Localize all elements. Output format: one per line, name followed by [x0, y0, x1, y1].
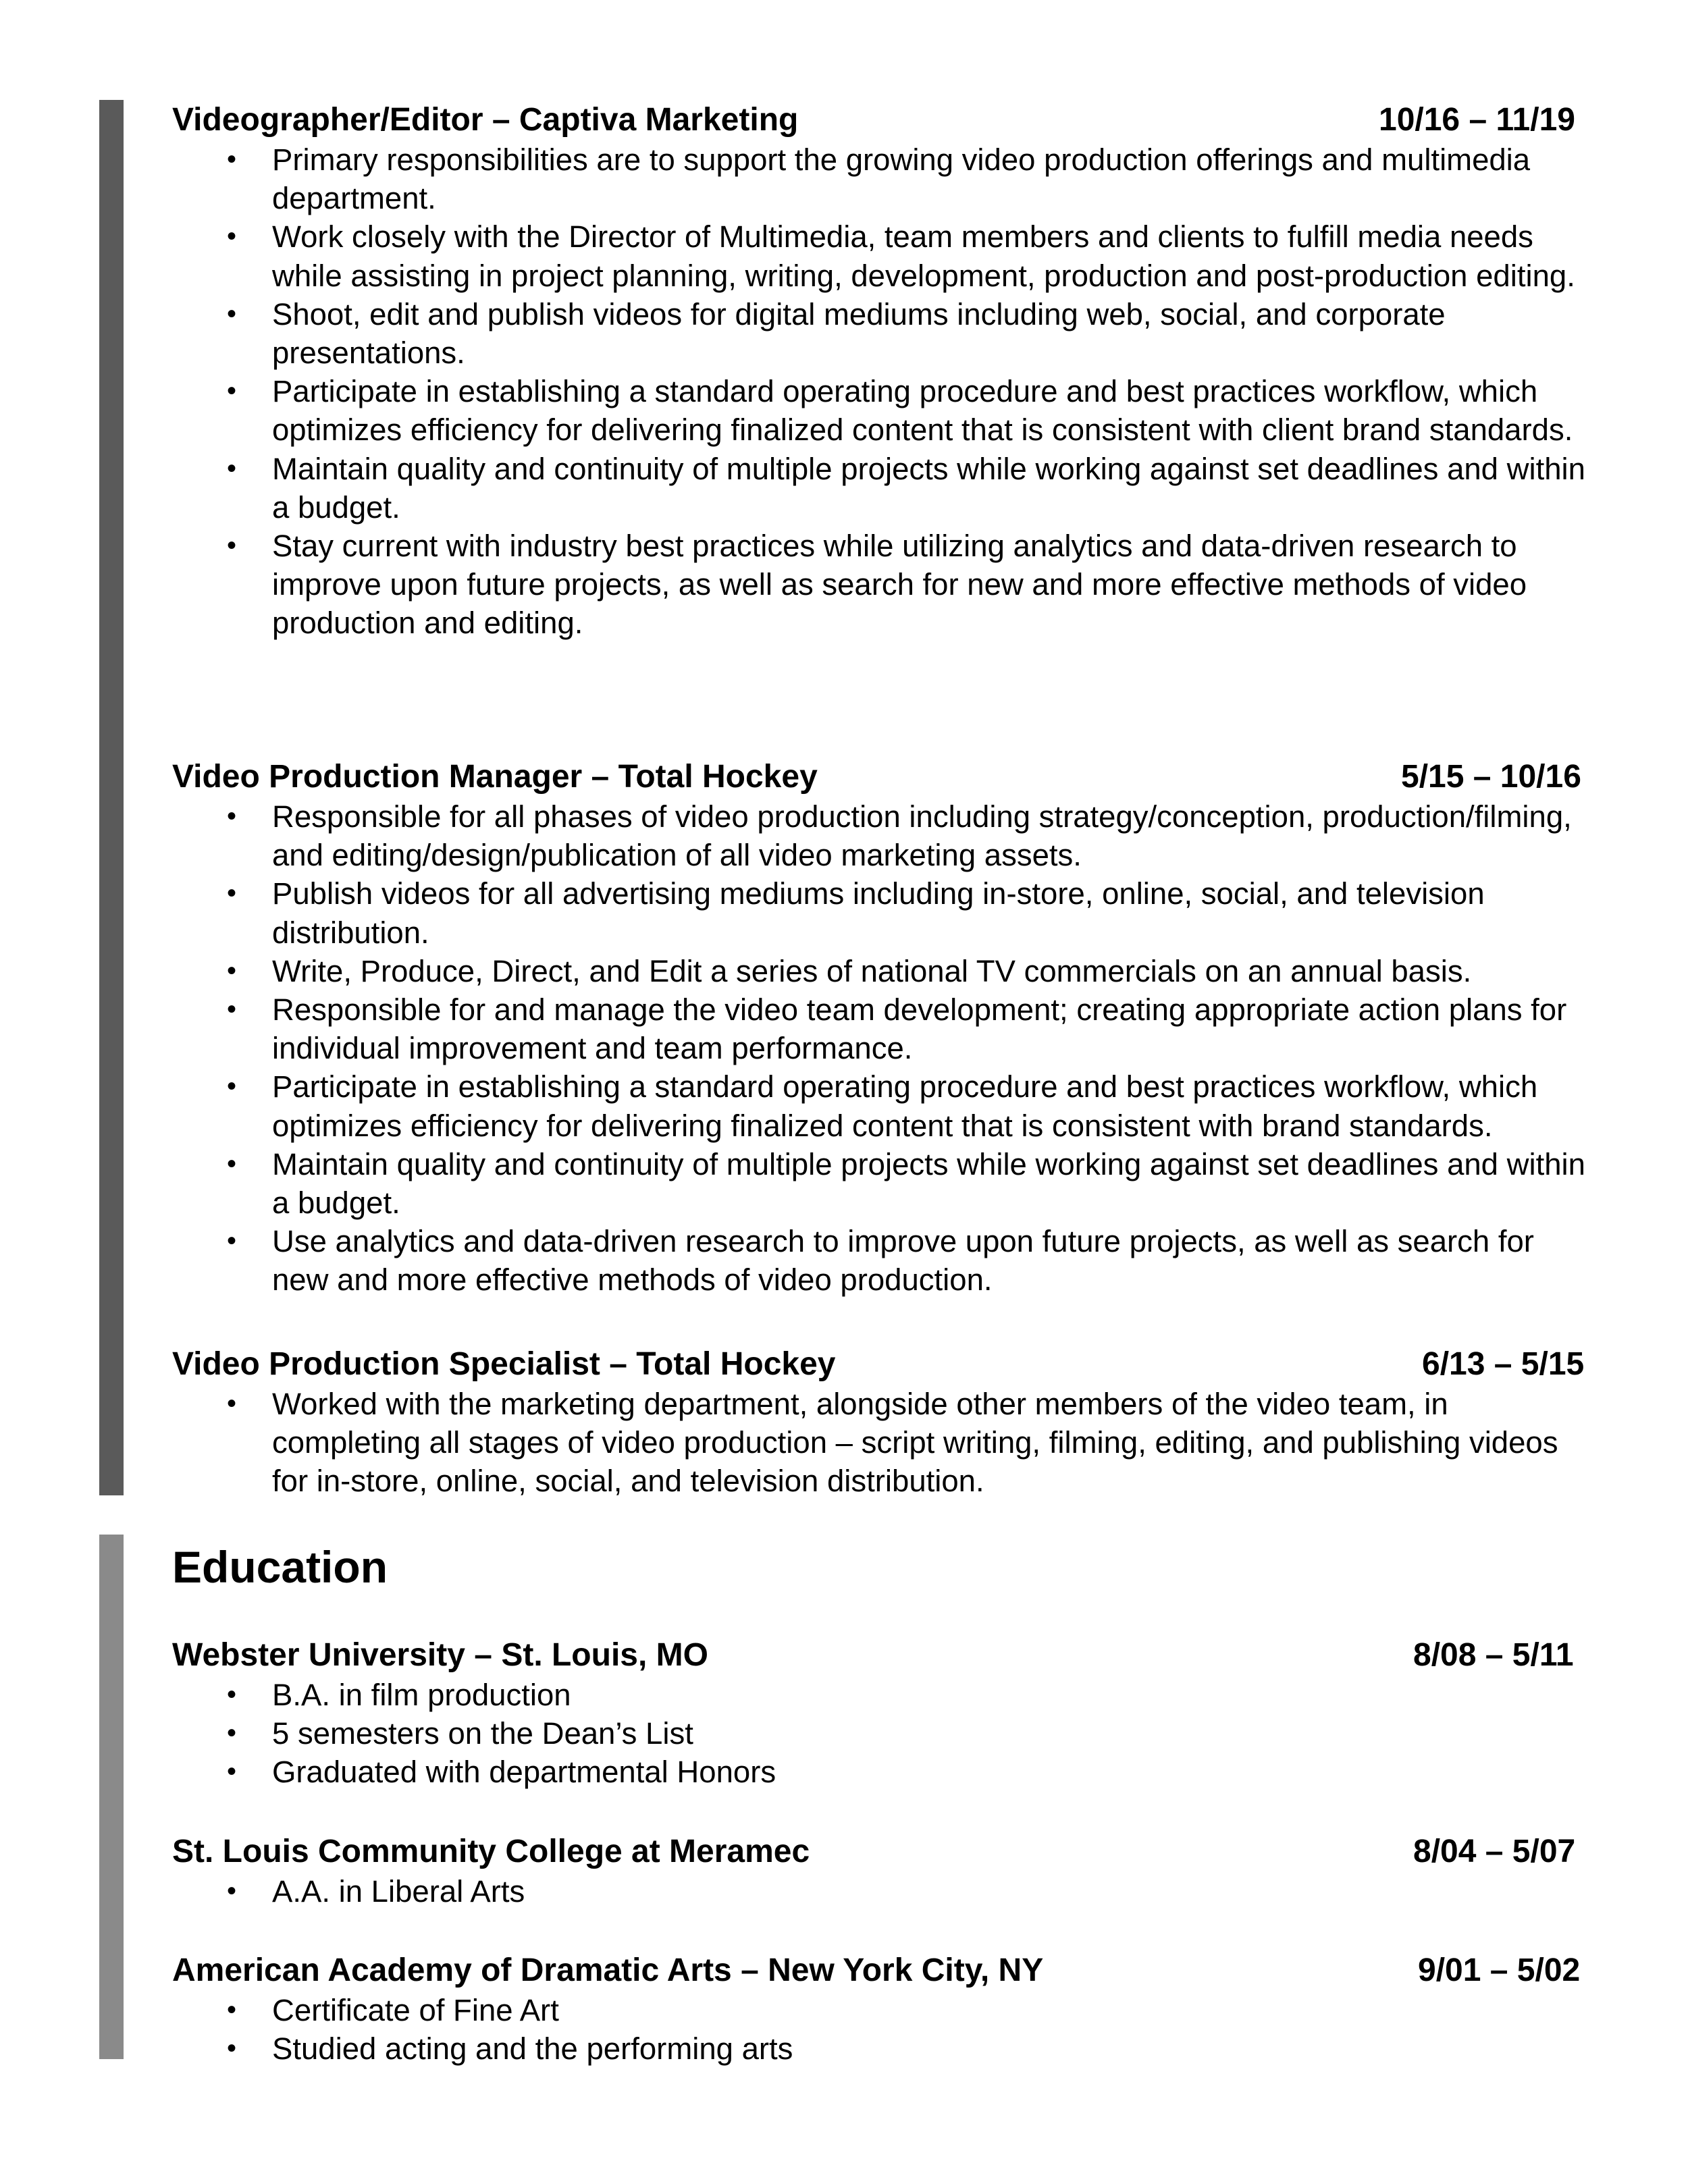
education-detail-text: A.A. in Liberal Arts — [272, 1874, 525, 1909]
entry-header — [172, 100, 1597, 140]
bullet-icon: • — [227, 955, 237, 986]
list-item — [172, 797, 1597, 874]
list-item — [172, 450, 1597, 527]
bullet-icon: • — [227, 1389, 237, 1418]
list-item — [172, 1222, 1597, 1299]
entry-header — [172, 757, 1597, 797]
responsibility-text: Shoot, edit and publish videos for digital mediums including web, social, and corporate presentations. — [272, 296, 1446, 371]
bullet-icon: • — [227, 994, 237, 1025]
list-item — [172, 1872, 1597, 1911]
education-detail-text: 5 semesters on the Dean’s List — [272, 1716, 693, 1751]
list-item — [172, 1753, 1597, 1791]
list-item — [172, 527, 1597, 643]
list-item — [172, 874, 1597, 951]
list-item — [172, 990, 1597, 1067]
job-title: Video Production Specialist – Total Hockey — [172, 1346, 836, 1382]
list-item — [172, 1991, 1597, 2029]
education-detail-list — [172, 1991, 1597, 2068]
school-dates: 9/01 – 5/02 — [1418, 1952, 1581, 1988]
experience-entry — [172, 757, 1597, 1300]
school-dates: 8/04 – 5/07 — [1413, 1834, 1576, 1869]
responsibility-text: Maintain quality and continuity of multiple projects while working against set deadlines and within a budget. — [272, 1146, 1585, 1221]
list-item — [172, 372, 1597, 449]
responsibility-list — [172, 797, 1597, 1300]
bullet-icon: • — [227, 1680, 237, 1709]
education-entry — [172, 1635, 1597, 1792]
responsibility-text: Participate in establishing a standard operating procedure and best practices workflow, which optimizes efficiency for delivering finalized content that is consistent with brand standards. — [272, 1069, 1538, 1143]
bullet-icon: • — [227, 878, 237, 909]
list-item — [172, 1145, 1597, 1222]
bullet-icon: • — [227, 221, 237, 252]
responsibility-text: Responsible for all phases of video production including strategy/conception, production/filming, and editing/design/publication of all video marketing assets. — [272, 799, 1572, 873]
entry-header — [172, 1950, 1597, 1991]
job-dates: 6/13 – 5/15 — [1422, 1346, 1585, 1382]
entry-header — [172, 1832, 1597, 1872]
education-detail-list — [172, 1872, 1597, 1911]
resume-content — [172, 0, 1597, 2184]
responsibility-text: Publish videos for all advertising mediums including in-store, online, social, and television distribution. — [272, 876, 1485, 950]
bullet-icon: • — [227, 1148, 237, 1179]
education-entry — [172, 1950, 1597, 2068]
bullet-icon: • — [227, 144, 237, 174]
responsibility-list — [172, 140, 1597, 643]
bullet-icon: • — [227, 1226, 237, 1256]
list-item — [172, 295, 1597, 372]
bullet-icon: • — [227, 453, 237, 483]
responsibility-text: Worked with the marketing department, alongside other members of the video team, in completing all stages of video production – script writing, filming, editing, and publishing videos for in-store, online, social, and television distribution. — [272, 1387, 1558, 1499]
education-detail-list — [172, 1676, 1597, 1792]
school-name: Webster University – St. Louis, MO — [172, 1637, 708, 1673]
list-item — [172, 1714, 1597, 1753]
job-dates: 5/15 – 10/16 — [1401, 759, 1581, 795]
bullet-icon: • — [227, 2033, 237, 2064]
experience-section-bar — [99, 100, 124, 1495]
responsibility-text: Primary responsibilities are to support the growing video production offerings and multimedia department. — [272, 142, 1531, 216]
responsibility-text: Maintain quality and continuity of multiple projects while working against set deadlines and within a budget. — [272, 451, 1585, 525]
responsibility-text: Write, Produce, Direct, and Edit a series of national TV commercials on an annual basis. — [272, 953, 1472, 988]
bullet-icon: • — [227, 298, 237, 329]
school-name: St. Louis Community College at Meramec — [172, 1834, 810, 1869]
responsibility-text: Work closely with the Director of Multimedia, team members and clients to fulfill media needs while assisting in project planning, writing, development, production and post-production editing. — [272, 219, 1575, 293]
entry-header — [172, 1635, 1597, 1676]
job-dates: 10/16 – 11/19 — [1379, 102, 1575, 138]
education-section-bar — [99, 1535, 124, 2059]
education-detail-text: Studied acting and the performing arts — [272, 2031, 793, 2067]
education-detail-text: Graduated with departmental Honors — [272, 1755, 776, 1790]
list-item — [172, 952, 1597, 990]
list-item — [172, 140, 1597, 217]
education-detail-text: B.A. in film production — [272, 1678, 571, 1712]
experience-entry — [172, 1344, 1597, 1501]
responsibility-list — [172, 1385, 1597, 1501]
bullet-icon: • — [227, 1876, 237, 1906]
job-title: Video Production Manager – Total Hockey — [172, 759, 818, 795]
bullet-icon: • — [227, 1995, 237, 2025]
bullet-icon: • — [227, 1718, 237, 1749]
list-item — [172, 1676, 1597, 1714]
bullet-icon: • — [227, 801, 237, 831]
school-dates: 8/08 – 5/11 — [1413, 1637, 1574, 1673]
school-name: American Academy of Dramatic Arts – New York City, NY — [172, 1952, 1044, 1988]
responsibility-text: Participate in establishing a standard operating procedure and best practices workflow, which optimizes efficiency for delivering finalized content that is consistent with client brand standards. — [272, 374, 1573, 448]
job-title: Videographer/Editor – Captiva Marketing — [172, 102, 799, 138]
bullet-icon: • — [227, 1757, 237, 1787]
responsibility-text: Responsible for and manage the video team development; creating appropriate action plans for individual improvement and team performance. — [272, 992, 1567, 1066]
experience-entry — [172, 100, 1597, 643]
education-entry — [172, 1832, 1597, 1911]
entry-header — [172, 1344, 1597, 1385]
responsibility-text: Use analytics and data-driven research to improve upon future projects, as well as search for new and more effective methods of video production. — [272, 1224, 1534, 1298]
education-heading: Education — [172, 1542, 388, 1592]
bullet-icon: • — [227, 531, 237, 561]
list-item — [172, 1385, 1597, 1501]
list-item — [172, 2029, 1597, 2068]
list-item — [172, 217, 1597, 294]
list-item — [172, 1067, 1597, 1144]
responsibility-text: Stay current with industry best practices while utilizing analytics and data-driven research to improve upon future projects, as well as search for new and more effective methods of video production and editing. — [272, 529, 1527, 641]
education-detail-text: Certificate of Fine Art — [272, 1993, 559, 2027]
bullet-icon: • — [227, 376, 237, 406]
bullet-icon: • — [227, 1071, 237, 1102]
